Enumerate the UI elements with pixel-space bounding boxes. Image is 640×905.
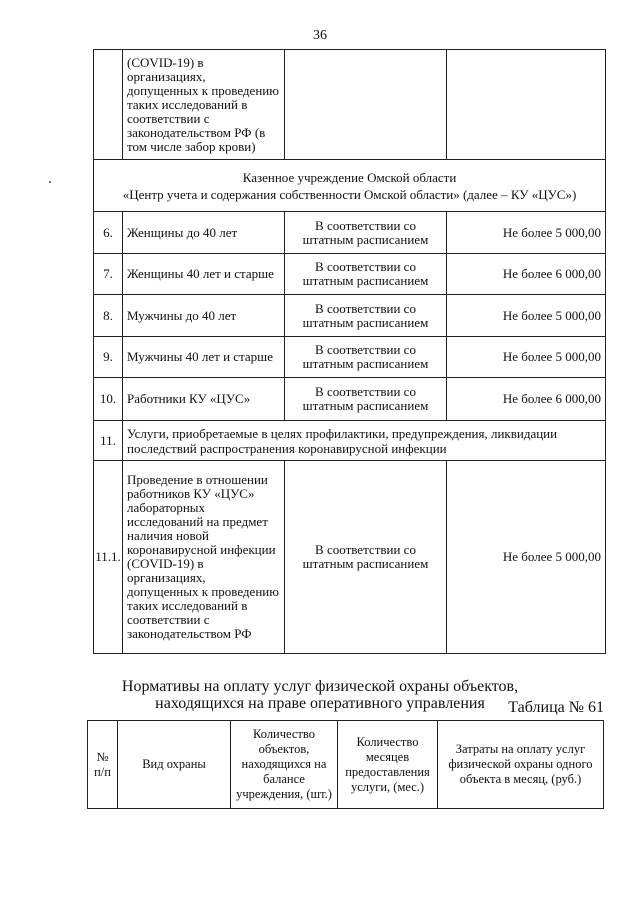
row-name: Работники КУ «ЦУС»: [123, 378, 285, 421]
row-number: 10.: [94, 378, 123, 421]
service-description: Услуги, приобретаемые в целях профилактики, предупреждения, ликвидации последствий распространения коронавирусной инфекции: [123, 421, 606, 461]
row-cost: Не более 6 000,00: [447, 254, 606, 295]
row-name: Женщины до 40 лет: [123, 212, 285, 254]
table-row: [94, 212, 606, 254]
service-row: [94, 421, 606, 461]
row-quantity: В соответствии со штатным расписанием: [285, 337, 447, 378]
org-header-row: [94, 160, 606, 212]
header-monthly-cost: Затраты на оплату услуг физической охраны одного объекта в месяц, (руб.): [438, 721, 604, 809]
table-label: Таблица № 61: [508, 699, 604, 716]
row-cost: [447, 50, 606, 160]
table-row: [94, 254, 606, 295]
table-row: [94, 337, 606, 378]
row-quantity: В соответствии со штатным расписанием: [285, 254, 447, 295]
org-header: [94, 160, 606, 212]
row-cost: Не более 5 000,00: [447, 212, 606, 254]
header-months-count: Количество месяцев предоставления услуги, (мес.): [338, 721, 438, 809]
table-row: [94, 378, 606, 421]
org-header-line2: «Центр учета и содержания собственности Омской области» (далее – КУ «ЦУС»): [122, 186, 577, 202]
row-name: Мужчины 40 лет и старше: [123, 337, 285, 378]
norms-table-continued: [93, 49, 606, 654]
row-quantity: В соответствии со штатным расписанием: [285, 378, 447, 421]
row-name: Проведение в отношении работников КУ «ЦУС» лабораторных исследований на предмет наличия новой коронавирусной инфекции (COVID-19) в организациях, допущенных к проведению таких исследований в соответствии с законодательством РФ: [123, 461, 285, 654]
table-row: [94, 461, 606, 654]
row-quantity: В соответствии со штатным расписанием: [285, 212, 447, 254]
table-header-row: [88, 721, 604, 809]
section-title-line2: находящихся на праве оперативного управления: [155, 695, 485, 712]
scan-speck: [49, 181, 51, 183]
security-norms-table: [87, 720, 604, 809]
header-security-type: Вид охраны: [118, 721, 231, 809]
row-name: (COVID-19) в организациях, допущенных к проведению таких исследований в соответствии с законодательством РФ (в том числе забор крови): [123, 50, 285, 160]
section-title-line1: Нормативы на оплату услуг физической охраны объектов,: [121, 678, 519, 695]
row-number: 6.: [94, 212, 123, 254]
row-number: 11.1.: [94, 461, 123, 654]
row-quantity: В соответствии со штатным расписанием: [285, 295, 447, 337]
row-number: 9.: [94, 337, 123, 378]
row-cost: Не более 5 000,00: [447, 295, 606, 337]
row-cost: Не более 5 000,00: [447, 461, 606, 654]
table-row: [94, 50, 606, 160]
row-number: 11.: [94, 421, 123, 461]
row-name: Мужчины до 40 лет: [123, 295, 285, 337]
row-cost: Не более 6 000,00: [447, 378, 606, 421]
row-quantity: В соответствии со штатным расписанием: [285, 461, 447, 654]
table-row: [94, 295, 606, 337]
row-number: 8.: [94, 295, 123, 337]
row-number: 7.: [94, 254, 123, 295]
row-name: Женщины 40 лет и старше: [123, 254, 285, 295]
header-objects-count: Количество объектов, находящихся на балансе учреждения, (шт.): [231, 721, 338, 809]
row-cost: Не более 5 000,00: [447, 337, 606, 378]
row-quantity: [285, 50, 447, 160]
row-number: [94, 50, 123, 160]
header-num: № п/п: [88, 721, 118, 809]
org-header-line1: Казенное учреждение Омской области: [242, 169, 457, 185]
page-number: 36: [313, 28, 327, 43]
